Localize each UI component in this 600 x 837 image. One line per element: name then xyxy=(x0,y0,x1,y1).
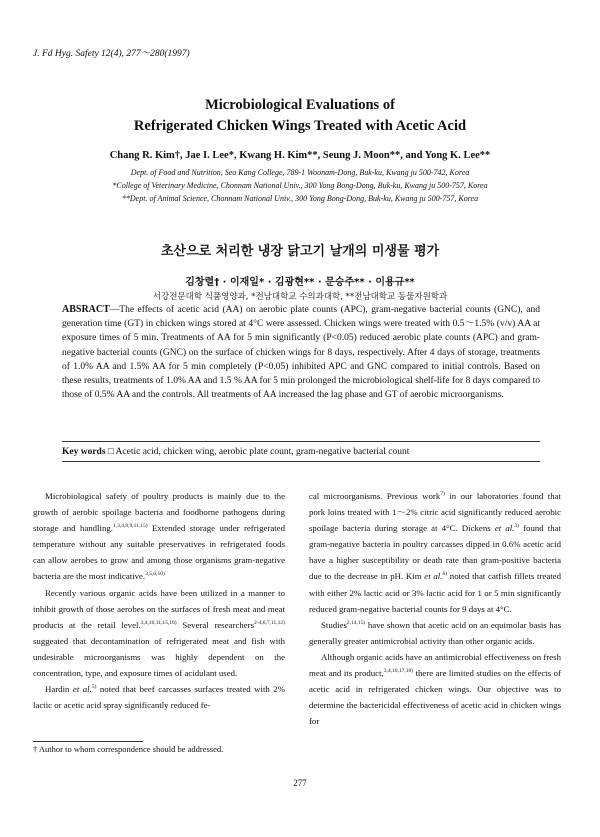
paper-title-line1: Microbiological Evaluations of xyxy=(205,97,395,113)
keywords-bottom-rule xyxy=(62,461,540,462)
affiliation-1: Dept. of Food and Nutrition, Seo Kang College, 789-1 Woonam-Dong, Buk-ku, Kwang ju 500-742, Korea xyxy=(130,168,470,177)
affiliation-2: *College of Veterinary Medicine, Chonnam National Univ., 300 Yong Bong-Dong, Buk-ku, Kwang ju 500-757, Korea xyxy=(112,181,488,190)
body-right-column xyxy=(309,488,561,729)
paper-title-line2: Refrigerated Chicken Wings Treated with Acetic Acid xyxy=(133,118,467,134)
keywords-box-icon: □ xyxy=(107,447,114,457)
keywords-text: Acetic acid, chicken wing, aerobic plate count, gram-negative bacterial count xyxy=(115,447,410,457)
right-paragraph-2: Studies$^{2,14,15)}$ have shown that acetic acid on an equimolar basis has generally greater antimicrobial activity than other organic acids. xyxy=(309,619,561,646)
abstract-text: —The effects of acetic acid (AA) on aerobic plate counts (APC), gram-negative bacterial counts (GNC), and generation time (GT) in chicken wings stored at 4°C were assessed. Chicken wings were treated with 0.5～1.5% (v/v) AA at exposure times of 5 min. Treatments of AA for 5 min significantly (P<0.05) reduced aerobic plate counts (APC) and gram-negative bacterial counts (GNC) on the surface of chicken wings for 8 days, respectively. After 4 days of storage, treatments of 1.0% AA and 1.5% AA for 5 min completely (P<0.05) inhibited APC and GNC compared to initial controls. Based on these results, treatments of 1.0% AA and 1.5 % AA for 5 min prolonged the microbiological shelf-life for 8 days compared to those of 0.5% AA and the controls. All treatments of AA increased the lag phase and GT of aerobic microorganisms. xyxy=(62,305,540,401)
journal-citation: J. Fd Hyg. Safety 12(4), 277～280(1997) xyxy=(33,49,190,59)
abstract xyxy=(62,303,540,402)
abstract-label: ABSRACT xyxy=(62,304,110,315)
right-paragraph-1: cal microorganisms. Previous work$^{7)}$ in our laboratories found that pork loins treated with 1～2% citric acid significantly reduced aerobic spoilage bacteria during storage at 4°C. Dickens et al.$^{3)}$ found that gram-negative bacteria in poultry carcasses dipped in 0.6% acetic acid have a higher susceptibility or death rate than gram-positive bacteria due to the decrease in pH. Kim et al.$^{6)}$ noted that catfish fillets treated with either 2% lactic acid or 3% lactic acid for 1 or 5 min significantly reduced gram-negative bacterial counts for 9 days at 4°C. xyxy=(309,491,562,614)
affiliation-3: **Dept. of Animal Science, Chonnam National Univ., 300 Yong Bong-Dong, Buk-ku, Kwang ju 500-757, Korea xyxy=(121,194,479,203)
right-paragraph-3: Although organic acids have an antimicrobial effectiveness on fresh meat and its product,$^{3,4,10,17,18)}$ there are limited studies on the effects of acetic acid in refrigerated chicken wings. Our objective was to determine the bactericidal effectiveness of acetic acid in chicken wings for xyxy=(309,651,561,727)
left-paragraph-2: Recently various organic acids have been utilized in a manner to inhibit growth of those aerobes on the surfaces of fresh meat and meat products at the retail level.$^{3,4,10,11,15,16)}$ Several researchers$^{2-4,6,7,11,12)}$ suggeated that decontamination of refrigerated meat and fish with undesirable microorganisms was highly dependent on the concentration, type, and exposure times of acidulant used. xyxy=(33,587,285,679)
footnote-rule xyxy=(33,741,143,742)
keywords-label: Key words xyxy=(62,447,106,457)
page-number: 277 xyxy=(293,778,307,788)
keywords xyxy=(62,447,409,457)
body-left-column xyxy=(33,488,285,713)
left-paragraph-1: Microbiological safety of poultry products is mainly due to the growth of aerobic spoilage bacteria and foodborne pathogens during storage and handling.$^{1,3,4,8,9,11,15)}$ Extended storage under refrigerated temperature without any suitable preservatives in refrigerated foods can allow aerobes to grow and among those organisms gram-negative bacteria are the most indicative.$^{3,5,6,10)}$ xyxy=(33,491,285,582)
korean-title: 초산으로 처리한 냉장 닭고기 날개의 미생물 평가 xyxy=(160,244,440,259)
keywords-top-rule xyxy=(62,441,540,442)
korean-affiliation: 서강전문대학 식품영양과, *전남대학교 수의과대학, **전남대학교 동물자원학과 xyxy=(152,292,448,302)
left-paragraph-3: Hardin et al.$^{5)}$ noted that beef carcasses surfaces treated with 2% lactic or acetic acid spray significantly reduced fe- xyxy=(33,684,285,711)
footnote: † Author to whom correspondence should be addressed. xyxy=(33,744,224,754)
author-list: Chang R. Kim†, Jae I. Lee*, Kwang H. Kim**, Seung J. Moon**, and Yong K. Lee** xyxy=(109,150,491,161)
korean-authors: 김창렬† · 이재일* · 김광현** · 문승주** · 이용규** xyxy=(185,277,415,288)
